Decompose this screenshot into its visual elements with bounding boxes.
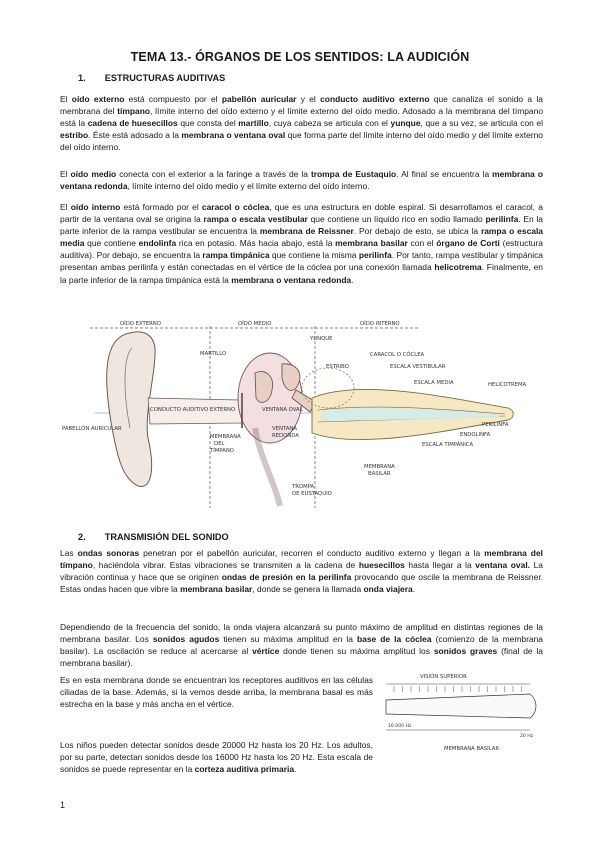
text-run: (comienzo de la membrana basilar). La oscilación se reduce al acercarse al bbox=[60, 634, 543, 657]
bold-term: pabellón auricular bbox=[221, 94, 297, 104]
label-scala-tympani: ESCALA TIMPÁNICA bbox=[422, 442, 474, 448]
text-run: hasta llegar a la bbox=[404, 560, 476, 571]
text-run: (estructura auditiva). Por debajo, se encuentra la bbox=[60, 238, 543, 261]
text-run: . En la parte inferior de la rampa vestibular se encuentra la bbox=[60, 214, 543, 237]
bold-term: caracol o cóclea bbox=[201, 202, 270, 212]
label-scala-vestibular: ESCALA VESTIBULAR bbox=[390, 364, 446, 370]
label-round-window-2: REDONDA bbox=[272, 433, 299, 439]
bold-term: rampa timpánica bbox=[202, 250, 270, 261]
label-cochlea: CARACOL O CÓCLEA bbox=[370, 352, 425, 358]
basilar-membrane-diagram bbox=[382, 670, 544, 756]
label-helicotrema: HELICOTREMA bbox=[488, 382, 527, 388]
text-run: El bbox=[60, 94, 72, 104]
label-tube-1: TROMPA bbox=[292, 484, 315, 490]
bold-term: onda viajera bbox=[363, 584, 413, 595]
text-run: . bbox=[351, 274, 354, 285]
bold-term: cadena de huesecillos bbox=[87, 118, 178, 129]
section-1-number: 1. bbox=[78, 73, 86, 83]
bold-term: perilinfa bbox=[358, 250, 392, 261]
bold-term: base de la cóclea bbox=[356, 634, 432, 645]
text-run: y el bbox=[296, 94, 321, 104]
label-middle-ear: OÍDO MEDIO bbox=[238, 321, 272, 327]
label-endolymph: ENDOLINFA bbox=[460, 432, 491, 438]
label-scala-media: ESCALA MEDIA bbox=[414, 380, 454, 386]
label-oval-window: VENTANA OVAL bbox=[262, 407, 303, 413]
text-run: rica en potasio. Más hacia abajo, está la bbox=[176, 238, 336, 249]
text-run: . Finalmente, en la parte inferior de la rampa timpánica está la bbox=[60, 262, 543, 285]
text-run: El bbox=[60, 202, 71, 212]
label-stirrup: ESTRIBO bbox=[326, 364, 349, 370]
label-basilar-membrane: MEMBRANA BASILAR bbox=[444, 746, 500, 752]
text-run: . Al final se encuentra la bbox=[396, 169, 493, 179]
section-1-paragraph-1 bbox=[60, 93, 543, 153]
section-2-paragraph-1 bbox=[60, 547, 543, 595]
section-1-heading bbox=[78, 73, 225, 83]
text-run: Los niños pueden detectar sonidos desde 20000 Hz hasta los 20 Hz. Los adultos, por su parte, detectan sonidos desde los 16000 Hz hasta los 20 Hz. Esta escala de sonidos se puede representar en la bbox=[60, 740, 373, 775]
text-run: que contiene un líquido rico en sodio llamado bbox=[307, 214, 486, 225]
text-run: . bbox=[412, 584, 416, 595]
text-run: , haciéndola vibrar. Estas vibraciones se transmiten a la cadena de bbox=[92, 560, 359, 571]
label-16000hz: 16.000 Hz bbox=[388, 724, 412, 729]
text-run: (final de la membrana basilar). bbox=[60, 646, 543, 669]
label-basilar-2: BASILAR bbox=[368, 471, 391, 477]
bold-term: rampa o escala vestibular bbox=[203, 214, 308, 225]
text-run: El bbox=[60, 169, 71, 179]
bold-term: martillo bbox=[238, 118, 269, 129]
bold-term: trompa de Eustaquio bbox=[310, 169, 397, 179]
label-eardrum-1: MEMBRANA bbox=[210, 434, 241, 440]
bold-term: membrana basilar bbox=[335, 238, 408, 249]
text-run: . Por tanto, rampa vestibular y timpánica presentan ambas perilinfa y están conectadas en el vértice de la cóclea por una conexión llamada bbox=[60, 250, 543, 273]
bold-term: sonidos agudos bbox=[152, 634, 220, 645]
bold-term: tímpano bbox=[117, 106, 151, 117]
bold-term: conducto auditivo externo bbox=[320, 94, 430, 104]
label-inner-ear: OÍDO INTERNO bbox=[360, 321, 400, 327]
label-perilymph: PERILINFA bbox=[482, 422, 509, 428]
ear-anatomy-diagram bbox=[60, 318, 550, 518]
text-run: , donde se genera la llamada bbox=[252, 584, 364, 595]
bold-term: oído interno bbox=[70, 202, 121, 212]
text-run: donde tienen su máxima amplitud los bbox=[279, 646, 434, 657]
bold-term: perilinfa bbox=[485, 214, 519, 225]
bold-term: ondas de presión en la perilinfa bbox=[221, 572, 352, 583]
text-run: está formado por el bbox=[120, 202, 202, 212]
text-run: que forma parte del límite interno del oído medio y del límite externo del oído interno. bbox=[60, 130, 543, 153]
text-run: . Por debajo de esto, se ubica la bbox=[353, 226, 481, 237]
text-run: , que es una estructura en doble espiral. Si desarrollamos el caracol, a partir de la ventana oval se origina la bbox=[60, 202, 543, 225]
text-run: provocando que oscile la membrana de Reissner. Estas ondas hacen que vibre la bbox=[60, 572, 544, 595]
bold-term: membrana del tímpano bbox=[60, 548, 543, 571]
bold-term: membrana o ventana redonda bbox=[60, 169, 544, 192]
bold-term: sonidos graves bbox=[433, 646, 498, 657]
section-2-number: 2. bbox=[78, 532, 86, 542]
section-2-paragraph-4 bbox=[60, 739, 373, 775]
label-eardrum-3: TÍMPANO bbox=[210, 448, 234, 454]
bold-term: ventana oval. bbox=[475, 560, 531, 571]
label-round-window-1: VENTANA bbox=[272, 426, 297, 432]
bold-term: oído externo bbox=[71, 94, 125, 104]
label-pinna: PABELLÓN AURICULAR bbox=[62, 426, 122, 432]
bold-term: endolinfa bbox=[138, 238, 177, 249]
bold-term: yunque bbox=[390, 118, 421, 129]
bold-term: corteza auditiva primaria bbox=[194, 764, 295, 775]
text-run: conecta con el exterior a la faringe a través de la bbox=[116, 169, 311, 179]
text-run: con el bbox=[407, 238, 437, 249]
section-2-title: TRANSMISIÓN DEL SONIDO bbox=[104, 532, 229, 542]
bold-term: membrana o ventana oval bbox=[181, 130, 286, 141]
section-1-title: ESTRUCTURAS AUDITIVAS bbox=[104, 73, 226, 83]
text-run: , cuya cabeza se articula con el bbox=[268, 118, 391, 129]
label-anvil: YUNQUE bbox=[310, 336, 333, 342]
label-outer-ear: OÍDO EXTERNO bbox=[120, 321, 161, 327]
label-canal: CONDUCTO AUDITIVO EXTERNO bbox=[150, 407, 236, 413]
text-run: que contiene bbox=[84, 238, 139, 249]
text-run: Dependiendo de la frecuencia del sonido, la onda viajera alcanzará su punto máximo de amplitud en distintas regiones de la membrana basilar. Los bbox=[60, 622, 543, 645]
text-run: penetran por el pabellón auricular, recorren el conducto auditivo externo y llegan a la bbox=[139, 548, 485, 558]
bold-term: membrana basilar bbox=[180, 584, 253, 595]
section-1-paragraph-3 bbox=[60, 201, 543, 286]
bold-term: membrana o ventana redonda bbox=[231, 274, 352, 285]
bold-term: estribo bbox=[60, 130, 89, 141]
section-2-paragraph-3: Es en esta membrana donde se encuentran los receptores auditivos en las células ciliadas de la base. Además, si la vemos desde arriba, la membrana basal es más estrecha en la base y más ancha en el vértice. bbox=[60, 675, 373, 710]
text-run: que consta del bbox=[177, 118, 239, 129]
text-run: . bbox=[294, 764, 297, 775]
bold-term: huesecillos bbox=[358, 560, 405, 571]
text-run: está compuesto por el bbox=[124, 94, 222, 104]
page-title: TEMA 13.- ÓRGANOS DE LOS SENTIDOS: LA AUDICIÓN bbox=[130, 50, 470, 64]
page-number: 1 bbox=[60, 800, 66, 810]
section-2-paragraph-2 bbox=[60, 621, 543, 669]
bold-term: ondas sonoras bbox=[77, 548, 140, 558]
text-run: Las bbox=[60, 548, 78, 558]
section-1-paragraph-2 bbox=[60, 168, 543, 192]
label-top-view: VISIÓN SUPERIOR bbox=[420, 674, 467, 680]
text-run: que canaliza el sonido a la membrana del bbox=[60, 94, 543, 117]
bold-term: rampa o escala media bbox=[60, 226, 543, 249]
bold-term: helicotrema bbox=[434, 262, 482, 273]
text-run: , límite interno del oído externo y el límite externo del oído medio. Adosado a la membrana del tímpano está la bbox=[60, 106, 544, 129]
text-run: , límite interno del oído medio y el límite externo del oído interno. bbox=[127, 181, 370, 192]
section-2-heading bbox=[78, 532, 229, 542]
label-basilar-1: MEMBRANA bbox=[364, 464, 395, 470]
text-run: , que a su vez, se articula con el bbox=[420, 118, 543, 129]
bold-term: oído medio bbox=[70, 169, 117, 179]
label-hammer: MARTILLO bbox=[200, 351, 227, 357]
text-run: que contiene la misma bbox=[269, 250, 359, 261]
bold-term: vértice bbox=[252, 646, 280, 657]
text-run: La vibración continua y hace que se originen bbox=[60, 560, 543, 583]
bold-term: membrana de Reissner bbox=[259, 226, 354, 237]
label-20hz: 20 Hz bbox=[520, 734, 534, 739]
label-tube-2: DE EUSTAQUIO bbox=[292, 491, 332, 497]
label-eardrum-2: DEL bbox=[214, 441, 225, 447]
text-run: tienen su máxima amplitud en la bbox=[219, 634, 357, 645]
bold-term: órgano de Corti bbox=[436, 238, 500, 249]
text-run: . Éste está adosado a la bbox=[88, 130, 182, 141]
